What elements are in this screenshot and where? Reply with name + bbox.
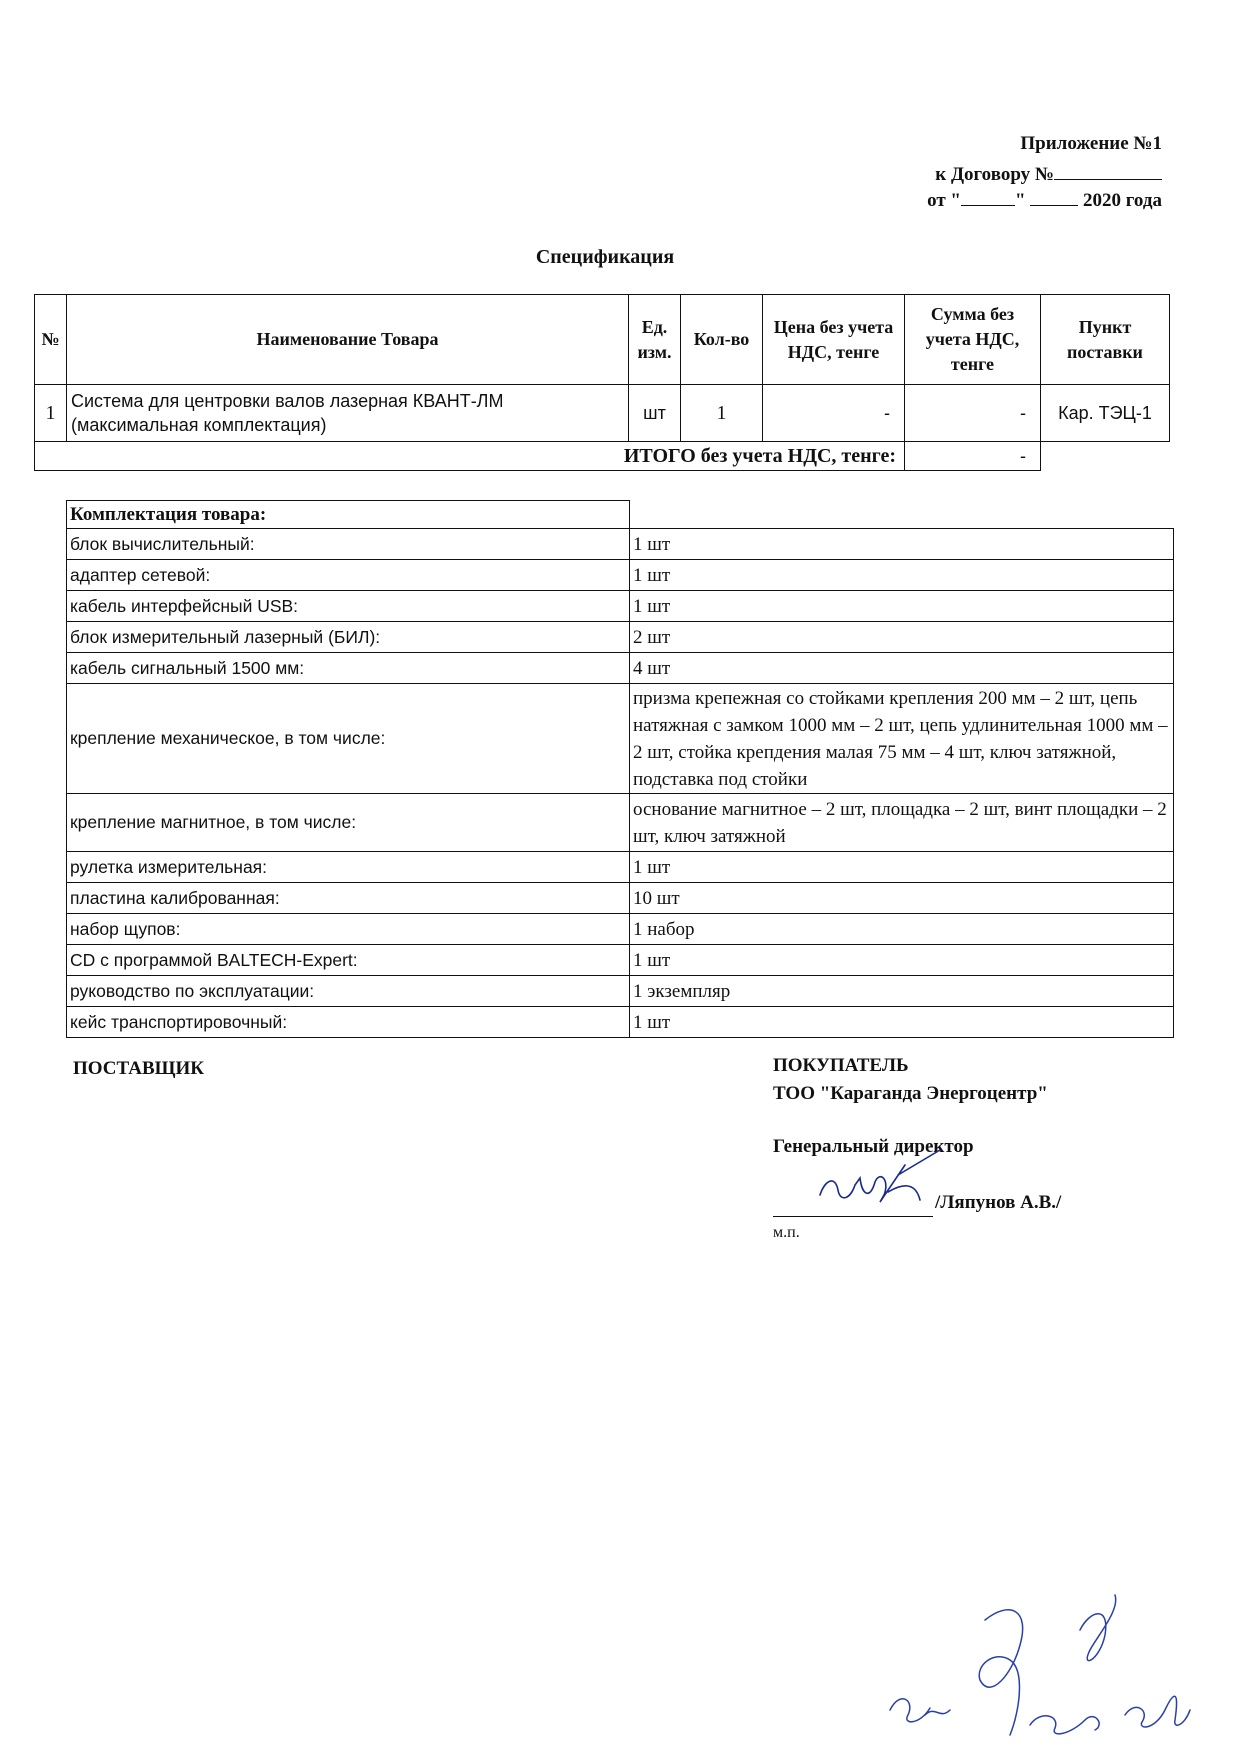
stamp-place: м.п.	[773, 1224, 800, 1241]
kit-item: руководство по эксплуатации:	[67, 976, 630, 1007]
cell-name: Система для центровки валов лазерная КВАНТ-ЛМ (максимальная комплектация)	[67, 385, 629, 442]
kit-value: 1 шт	[630, 1007, 1174, 1038]
date-mid: "	[1014, 190, 1026, 211]
kit-item: крепление механическое, в том числе:	[67, 684, 630, 794]
kit-item: адаптер сетевой:	[67, 560, 630, 591]
annex-title: Приложение №1	[1020, 133, 1162, 154]
cell-number: 1	[35, 385, 67, 442]
table-row	[67, 1007, 1174, 1038]
contract-date-line	[927, 189, 1162, 212]
table-row	[67, 914, 1174, 945]
cell-unit: шт	[629, 385, 681, 442]
table-row	[35, 385, 1170, 442]
table-row	[67, 622, 1174, 653]
kit-item: пластина калиброванная:	[67, 883, 630, 914]
kit-item: CD с программой BALTECH-Expert:	[67, 945, 630, 976]
table-row	[67, 945, 1174, 976]
table-row	[67, 976, 1174, 1007]
kit-item: крепление магнитное, в том числе:	[67, 794, 630, 852]
kit-value: 1 экземпляр	[630, 976, 1174, 1007]
col-header-delivery: Пункт поставки	[1041, 295, 1170, 385]
kit-value: 1 шт	[630, 852, 1174, 883]
table-row	[67, 684, 1174, 794]
cell-qty: 1	[681, 385, 763, 442]
kit-value: 1 шт	[630, 945, 1174, 976]
specification-table	[34, 294, 1170, 471]
day-blank	[961, 189, 1015, 206]
table-row	[67, 560, 1174, 591]
kit-value: призма крепежная со стойками крепления 200 мм – 2 шт, цепь натяжная с замком 1000 мм – 2 шт, цепь удлинительная 1000 мм – 2 шт, стойка крепдения малая 75 мм – 4 шт, ключ затяжной, подставка под стойки	[630, 684, 1174, 794]
kit-header: Комплектация товара:	[67, 501, 630, 529]
col-header-name: Наименование Товара	[67, 295, 629, 385]
kit-item: кабель сигнальный 1500 мм:	[67, 653, 630, 684]
table-row	[67, 591, 1174, 622]
kit-value: 2 шт	[630, 622, 1174, 653]
col-header-price: Цена без учета НДС, тенге	[763, 295, 905, 385]
kit-item: кабель интерфейсный USB:	[67, 591, 630, 622]
kit-item: кейс транспортировочный:	[67, 1007, 630, 1038]
kit-value: 4 шт	[630, 653, 1174, 684]
director-position: Генеральный директор	[773, 1136, 974, 1157]
col-header-number: №	[35, 295, 67, 385]
director-signature	[780, 1140, 950, 1220]
kit-value: основание магнитное – 2 шт, площадка – 2 шт, винт площадки – 2 шт, ключ затяжной	[630, 794, 1174, 852]
kit-header-row	[67, 501, 1174, 529]
contract-number-line	[935, 163, 1162, 186]
contract-prefix: к Договору №	[935, 164, 1054, 185]
kit-item: набор щупов:	[67, 914, 630, 945]
kit-item: блок измерительный лазерный (БИЛ):	[67, 622, 630, 653]
col-header-unit: Ед. изм.	[629, 295, 681, 385]
total-value: -	[905, 442, 1041, 471]
kit-value: 1 шт	[630, 591, 1174, 622]
cell-delivery: Кар. ТЭЦ-1	[1041, 385, 1170, 442]
supplier-label: ПОСТАВЩИК	[73, 1058, 205, 1079]
kit-value: 1 шт	[630, 560, 1174, 591]
cell-sum: -	[905, 385, 1041, 442]
kit-item: блок вычислительный:	[67, 529, 630, 560]
month-blank	[1030, 189, 1078, 206]
kit-table	[66, 500, 1174, 1038]
table-row	[67, 852, 1174, 883]
table-row	[67, 794, 1174, 852]
signer-name: /Ляпунов А.В./	[935, 1192, 1062, 1213]
table-row	[67, 529, 1174, 560]
cell-price: -	[763, 385, 905, 442]
contract-number-blank	[1054, 163, 1162, 180]
spec-header-row	[35, 295, 1170, 385]
buyer-label: ПОКУПАТЕЛЬ	[773, 1055, 909, 1076]
kit-item: рулетка измерительная:	[67, 852, 630, 883]
kit-value: 1 шт	[630, 529, 1174, 560]
total-row	[35, 442, 1170, 471]
col-header-sum: Сумма без учета НДС, тенге	[905, 295, 1041, 385]
total-label: ИТОГО без учета НДС, тенге:	[35, 442, 905, 471]
kit-value: 10 шт	[630, 883, 1174, 914]
document-title: Спецификация	[535, 246, 675, 268]
date-suffix: 2020 года	[1083, 190, 1162, 211]
col-header-qty: Кол-во	[681, 295, 763, 385]
kit-value: 1 набор	[630, 914, 1174, 945]
table-row	[67, 883, 1174, 914]
page-initials	[880, 1590, 1200, 1740]
table-row	[67, 653, 1174, 684]
date-prefix: от "	[927, 190, 961, 211]
buyer-company: ТОО "Караганда Энергоцентр"	[773, 1083, 1048, 1104]
